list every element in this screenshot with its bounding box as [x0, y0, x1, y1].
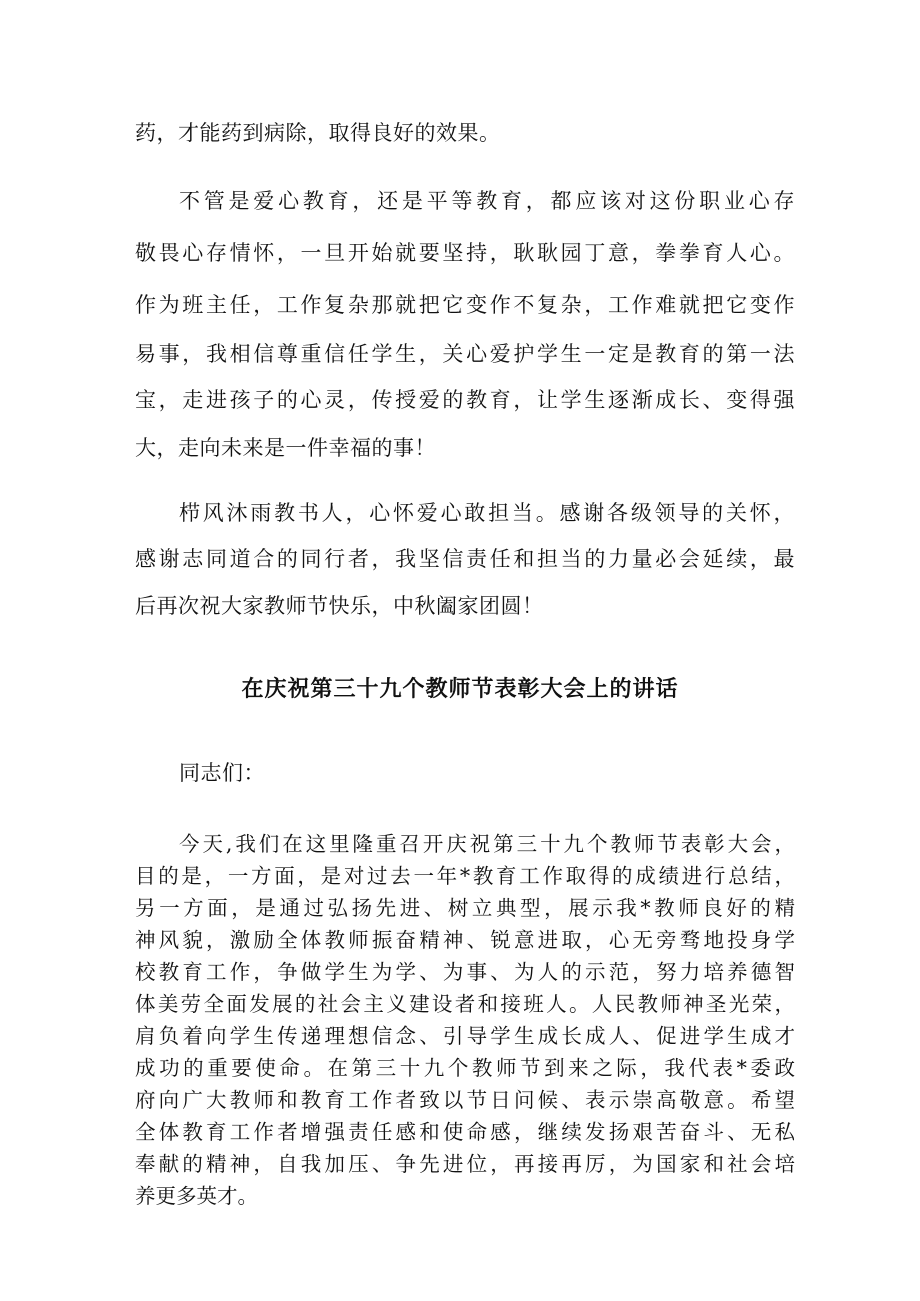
paragraph-line: 神风貌，激励全体教师振奋精神、锐意进取，心无旁骛地投身学	[135, 928, 795, 952]
paragraph-line: 成功的重要使命。在第三十九个教师节到来之际，我代表*委政	[135, 1056, 795, 1080]
paragraph-line: 感谢志同道合的同行者，我坚信责任和担当的力量必会延续，最	[135, 547, 795, 571]
paragraph-line: 今天,我们在这里隆重召开庆祝第三十九个教师节表彰大会，	[179, 832, 795, 856]
paragraph-line: 全体教育工作者增强责任感和使命感，继续发扬艰苦奋斗、无私	[135, 1120, 795, 1144]
paragraph-line: 药，才能药到病除，取得良好的效果。	[135, 121, 501, 145]
paragraph-line: 另一方面，是通过弘扬先进、树立典型，展示我*教师良好的精	[135, 896, 795, 920]
paragraph-line: 宝，走进孩子的心灵，传授爱的教育，让学生逐渐成长、变得强	[135, 388, 795, 412]
paragraph-line: 养更多英才。	[135, 1184, 258, 1208]
greeting: 同志们：	[179, 761, 265, 785]
paragraph-line: 肩负着向学生传递理想信念、引导学生成长成人、促进学生成才	[135, 1024, 795, 1048]
paragraph-line: 作为班主任，工作复杂那就把它变作不复杂，工作难就把它变作	[135, 293, 795, 317]
paragraph-line: 后再次祝大家教师节快乐，中秋阖家团圆！	[135, 594, 544, 618]
paragraph-line: 易事，我相信尊重信任学生，关心爱护学生一定是教育的第一法	[135, 342, 795, 366]
paragraph-line: 体美劳全面发展的社会主义建设者和接班人。人民教师神圣光荣，	[135, 992, 795, 1016]
paragraph-line: 目的是，一方面，是对过去一年*教育工作取得的成绩进行总结，	[135, 864, 795, 888]
paragraph-line: 栉风沐雨教书人，心怀爱心敢担当。感谢各级领导的关怀，	[179, 501, 795, 525]
paragraph-line: 敬畏心存情怀，一旦开始就要坚持，耿耿园丁意，拳拳育人心。	[135, 241, 795, 265]
paragraph-line: 不管是爱心教育，还是平等教育，都应该对这份职业心存	[179, 189, 795, 213]
paragraph-line: 大，走向未来是一件幸福的事！	[135, 436, 436, 460]
speech-title: 在庆祝第三十九个教师节表彰大会上的讲话	[241, 677, 679, 702]
paragraph-line: 府向广大教师和教育工作者致以节日问候、表示崇高敬意。希望	[135, 1088, 795, 1112]
paragraph-line: 奉献的精神，自我加压、争先进位，再接再厉，为国家和社会培	[135, 1152, 795, 1176]
paragraph-line: 校教育工作，争做学生为学、为事、为人的示范，努力培养德智	[135, 960, 795, 984]
